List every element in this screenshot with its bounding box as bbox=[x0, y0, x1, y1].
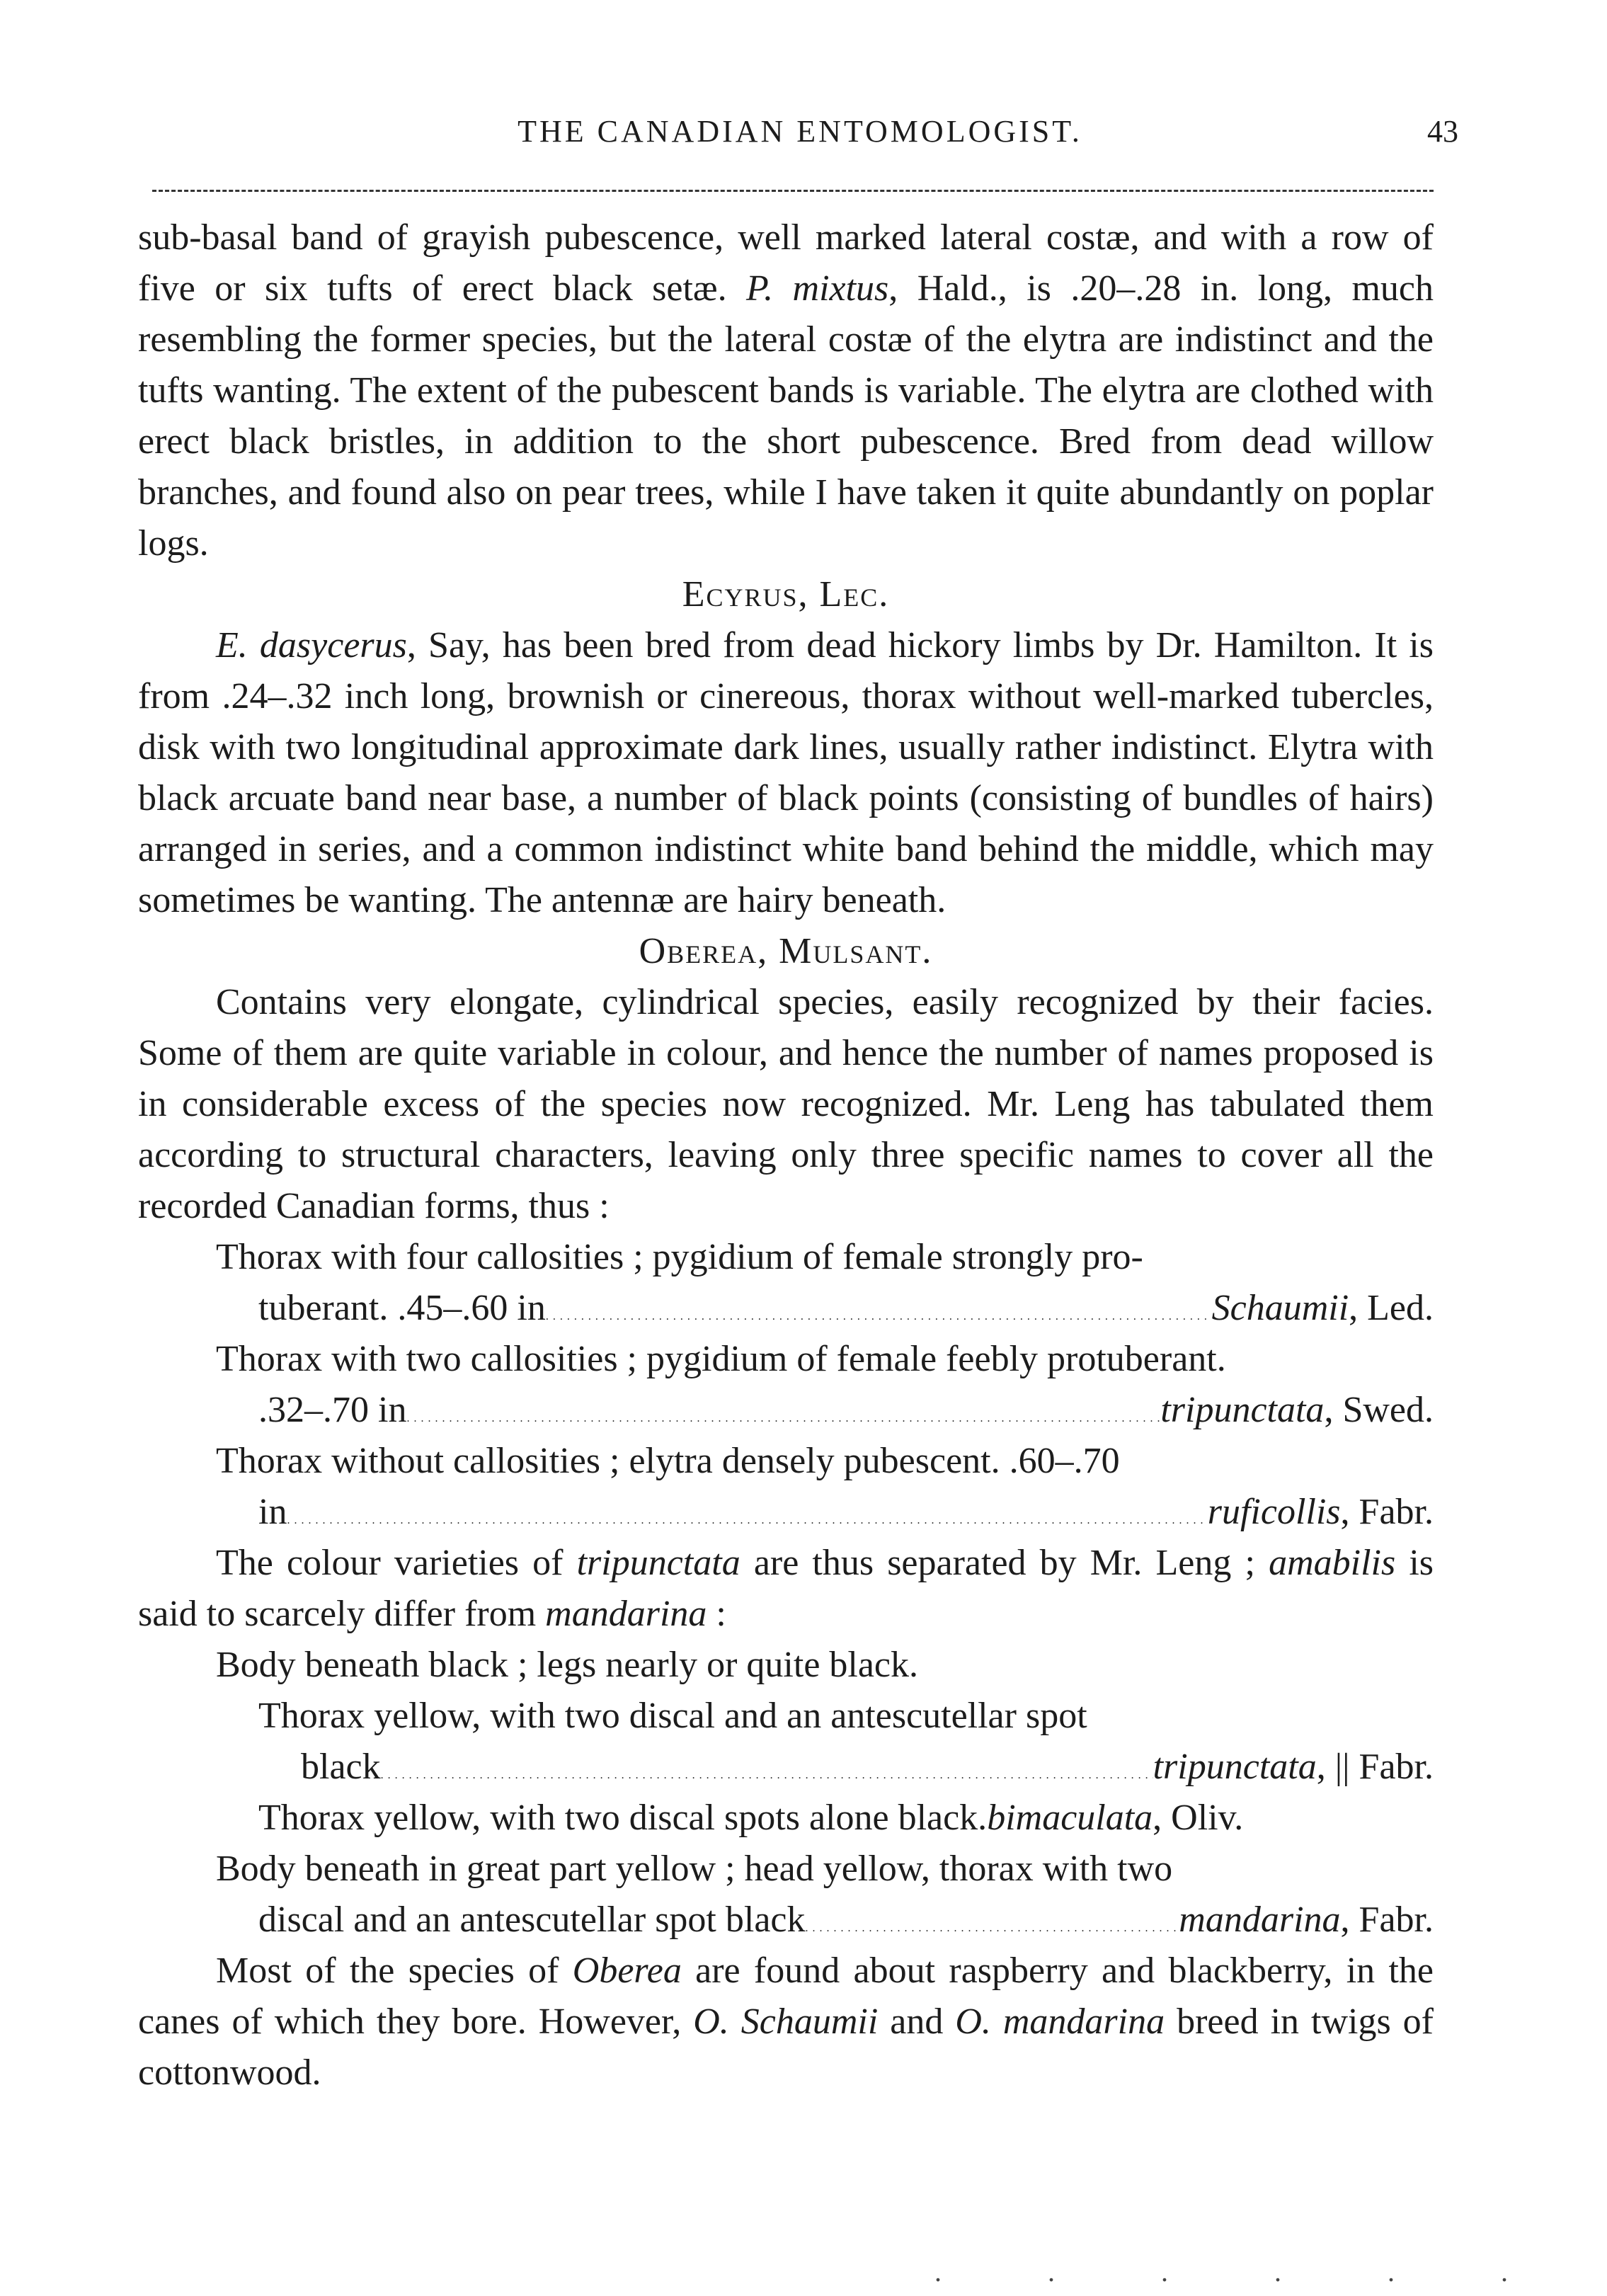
text-run: , Hald., is .20–.28 in. long, much resembling the former species, but the lateral costæ of the elytra are indistinct and the tufts wanting. The extent of the pubescent bands is variable. The elytra are clothed with erect black bristles, in addition to the short pubescence. Bred from dead willow branches, and found also on pear trees, while I have taken it quite abundantly on poplar logs. bbox=[138, 268, 1434, 564]
author: , Led. bbox=[1349, 1288, 1434, 1328]
key-entry-line: Thorax with two callosities ; pygidium of female feebly protuberant. bbox=[216, 1339, 1226, 1379]
paragraph-oberea-habits bbox=[138, 1946, 1434, 2098]
variety-key bbox=[138, 1640, 1434, 1946]
key-result bbox=[1208, 1487, 1434, 1538]
page-number: 43 bbox=[1427, 114, 1458, 149]
key-entry-line bbox=[138, 1385, 1434, 1436]
author: , Fabr. bbox=[1340, 1900, 1434, 1940]
key-entry-line: Body beneath black ; legs nearly or quite black. bbox=[216, 1645, 919, 1685]
key-entry-line: Thorax without callosities ; elytra densely pubescent. .60–.70 bbox=[216, 1441, 1120, 1481]
species-name: mandarina bbox=[1179, 1900, 1341, 1940]
dot-leader bbox=[406, 1412, 1160, 1425]
key-result bbox=[1179, 1895, 1434, 1946]
text-run: , Say, has been bred from dead hickory limbs by Dr. Hamilton. It is from .24–.32 inch long, brownish or cinereous, thorax without well-marked tubercles, disk with two longitudinal approximate dark lines, usually rather indistinct. Elytra with black arcuate band near base, a number of black points (consisting of bundles of hairs) arranged in series, and a common indistinct white band behind the middle, which may sometimes be wanting. The antennæ are hairy beneath. bbox=[138, 625, 1434, 920]
key-entry-line bbox=[138, 1793, 1434, 1844]
key-entry-line bbox=[138, 1742, 1434, 1793]
author: , Oliv. bbox=[1153, 1798, 1244, 1838]
species-name: O. mandarina bbox=[955, 2001, 1165, 2042]
species-name: Oberea bbox=[572, 1951, 682, 1991]
species-name: ruficollis bbox=[1207, 1492, 1341, 1532]
genus-heading-ecyrus: Ecyrus, Lec. bbox=[682, 574, 890, 615]
key-text: Thorax yellow, with two discal spots alone black. bbox=[258, 1798, 988, 1838]
dot-leader bbox=[381, 1769, 1153, 1782]
text-run: The colour varieties of bbox=[216, 1543, 577, 1583]
key-text: in bbox=[258, 1492, 287, 1532]
key-entry-line: Thorax yellow, with two discal and an antescutellar spot bbox=[258, 1696, 1087, 1736]
key-entry-line bbox=[138, 1283, 1434, 1334]
key-entry-line bbox=[138, 1895, 1434, 1946]
key-result bbox=[1153, 1742, 1434, 1793]
text-run: Most of the species of bbox=[216, 1951, 573, 1991]
key-entry-line: Thorax with four callosities ; pygidium of female strongly pro- bbox=[216, 1237, 1143, 1277]
species-key bbox=[138, 1232, 1434, 1538]
text-run: : bbox=[707, 1594, 726, 1634]
genus-heading-oberea: Oberea, Mulsant. bbox=[639, 931, 933, 971]
text-run: is said to scarcely differ from bbox=[138, 1543, 1434, 1634]
author: , Fabr. bbox=[1340, 1492, 1434, 1532]
species-name: tripunctata bbox=[1160, 1390, 1325, 1430]
species-name: Schaumii bbox=[1211, 1288, 1349, 1328]
key-text: discal and an antescutellar spot black bbox=[258, 1900, 806, 1940]
text-run: sub-basal band of grayish pubescence, well marked lateral costæ, and with a row of five or six tufts of erect black setæ. bbox=[138, 217, 1434, 309]
key-result bbox=[987, 1793, 1243, 1844]
key-result bbox=[1160, 1385, 1434, 1436]
author: , || Fabr. bbox=[1316, 1747, 1434, 1787]
page-header bbox=[142, 113, 1458, 170]
key-entry-line bbox=[138, 1487, 1434, 1538]
species-name: bimaculata bbox=[987, 1798, 1153, 1838]
paragraph-mixtus bbox=[138, 212, 1434, 569]
key-text: tuberant. .45–.60 in bbox=[258, 1288, 546, 1328]
species-name: O. Schaumii bbox=[693, 2001, 879, 2042]
key-entry-line: Body beneath in great part yellow ; head yellow, thorax with two bbox=[216, 1849, 1173, 1889]
species-name: tripunctata bbox=[576, 1543, 740, 1583]
species-name: amabilis bbox=[1269, 1543, 1396, 1583]
paragraph-colour-varieties bbox=[138, 1538, 1434, 1640]
header-rule bbox=[152, 190, 1434, 192]
key-text: black bbox=[301, 1747, 381, 1787]
paragraph-oberea-intro: Contains very elongate, cylindrical species, easily recognized by their facies. Some of them are quite variable in colour, and hence the number of names proposed is in considerable excess of the species now recognized. Mr. Leng has tabulated them according to structural characters, leaving only three specific names to cover all the recorded Canadian forms, thus : bbox=[138, 982, 1434, 1226]
species-name: mandarina bbox=[545, 1594, 707, 1634]
key-text: .32–.70 in bbox=[258, 1390, 407, 1430]
species-name: tripunctata bbox=[1153, 1747, 1317, 1787]
text-run: are thus separated by Mr. Leng ; bbox=[740, 1543, 1269, 1583]
text-run: are found about raspberry and blackberry, in the canes of which they bore. However, bbox=[138, 1951, 1434, 2042]
author: , Swed. bbox=[1324, 1390, 1434, 1430]
dot-leader bbox=[546, 1310, 1212, 1323]
print-specks: . . . . . . bbox=[934, 2256, 1557, 2288]
text-run: breed in twigs of cottonwood. bbox=[138, 2001, 1434, 2093]
paragraph-dasycerus bbox=[138, 620, 1434, 926]
running-head: THE CANADIAN ENTOMOLOGIST. bbox=[517, 114, 1082, 149]
key-result bbox=[1212, 1283, 1434, 1334]
species-name: P. mixtus bbox=[746, 268, 889, 309]
dot-leader bbox=[287, 1514, 1207, 1527]
text-run: and bbox=[878, 2001, 956, 2042]
dot-leader bbox=[805, 1922, 1179, 1935]
page-body bbox=[138, 212, 1434, 2098]
species-name: E. dasycerus bbox=[216, 625, 407, 666]
